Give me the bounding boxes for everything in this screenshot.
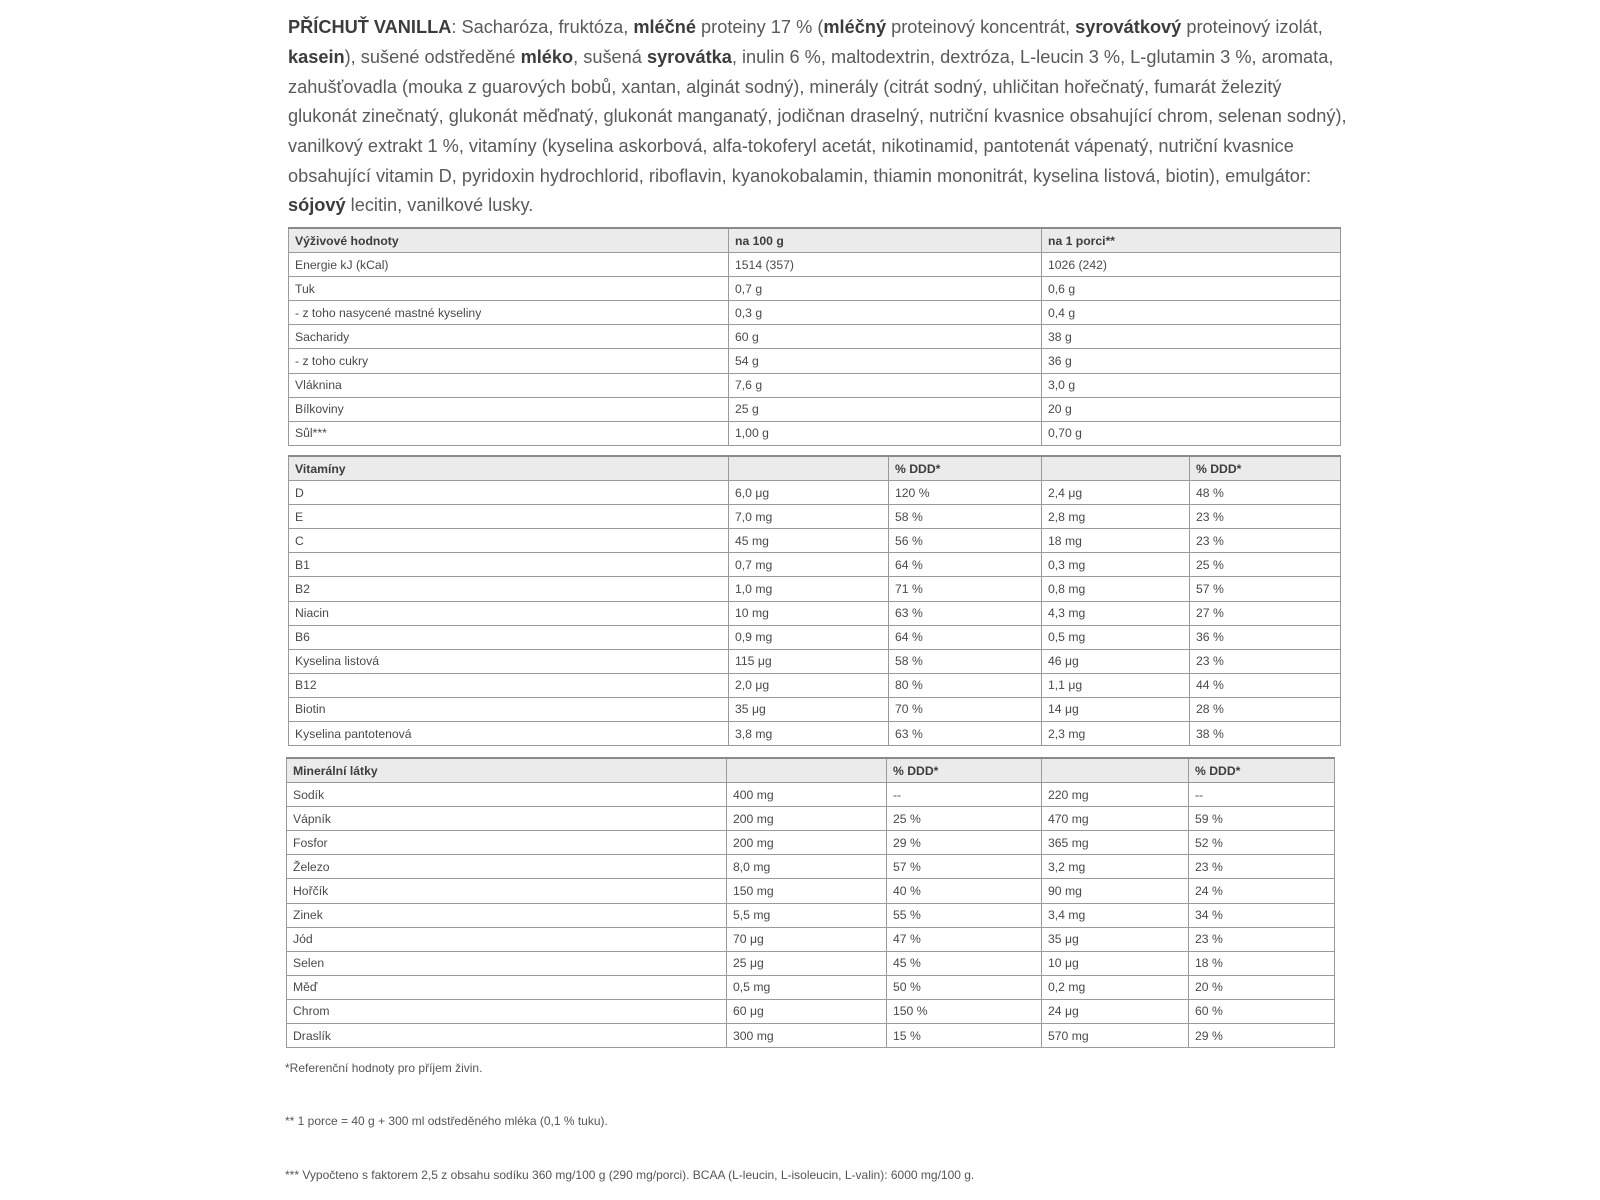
vitamins-cell: 64 % [889,625,1042,649]
nutrition-cell: 54 g [729,349,1042,373]
vitamins-cell: 23 % [1190,529,1341,553]
minerals-cell: Zinek [287,903,727,927]
vitamins-cell: 58 % [889,649,1042,673]
vitamins-cell: 2,3 mg [1042,722,1190,746]
nutrition-cell: Sůl*** [289,421,729,445]
vitamins-cell: 44 % [1190,673,1341,697]
minerals-cell: 55 % [887,903,1042,927]
vitamins-header-cell [1042,456,1190,481]
vitamins-table [288,455,1341,746]
vitamins-cell: 25 % [1190,553,1341,577]
vitamins-row [289,553,1341,577]
ingredient-text: , sušená [573,46,647,67]
nutrition-cell: 1026 (242) [1042,253,1341,277]
nutrition-row [289,301,1341,325]
minerals-row [287,975,1335,999]
vitamins-row [289,577,1341,601]
minerals-cell: -- [887,783,1042,807]
minerals-row [287,855,1335,879]
minerals-cell: 70 μg [727,927,887,951]
minerals-row [287,927,1335,951]
minerals-cell: 59 % [1189,807,1335,831]
minerals-row [287,999,1335,1023]
minerals-cell: 20 % [1189,975,1335,999]
minerals-row [287,951,1335,975]
ingredient-bold-text: mléko [520,46,574,67]
footnote-reference: *Referenční hodnoty pro příjem živin. [285,1061,483,1075]
vitamins-cell: D [289,481,729,505]
vitamins-header-row [289,456,1341,481]
nutrition-cell: 60 g [729,325,1042,349]
minerals-cell: Draslík [287,1024,727,1048]
minerals-row [287,879,1335,903]
minerals-cell: 24 μg [1042,999,1189,1023]
footnote-salt: *** Vypočteno s faktorem 2,5 z obsahu sodíku 360 mg/100 g (290 mg/porci). BCAA (L-leucin, L-isoleucin, L-valin): 6000 mg/100 g. [285,1168,975,1182]
minerals-cell: 0,2 mg [1042,975,1189,999]
minerals-cell: 150 % [887,999,1042,1023]
vitamins-cell: 18 mg [1042,529,1190,553]
ingredient-text: lecitin, vanilkové lusky. [345,195,534,216]
minerals-cell: 200 mg [727,807,887,831]
nutrition-cell: 0,7 g [729,277,1042,301]
minerals-cell: -- [1189,783,1335,807]
vitamins-cell: Kyselina listová [289,649,729,673]
minerals-table [286,757,1335,1048]
minerals-cell: 29 % [1189,1024,1335,1048]
ingredients-paragraph [288,13,1348,221]
nutrition-cell: 0,70 g [1042,421,1341,445]
nutrition-cell: 38 g [1042,325,1341,349]
vitamins-cell: 0,9 mg [729,625,889,649]
minerals-cell: Měď [287,975,727,999]
vitamins-row [289,481,1341,505]
vitamins-cell: Biotin [289,697,729,721]
nutrition-cell: 0,6 g [1042,277,1341,301]
vitamins-cell: C [289,529,729,553]
vitamins-cell: 28 % [1190,697,1341,721]
minerals-cell: 3,2 mg [1042,855,1189,879]
minerals-cell: 29 % [887,831,1042,855]
vitamins-row [289,649,1341,673]
vitamins-cell: 23 % [1190,505,1341,529]
vitamins-cell: 0,5 mg [1042,625,1190,649]
minerals-cell: Fosfor [287,831,727,855]
vitamins-header-cell: Vitamíny [289,456,729,481]
minerals-cell: 52 % [1189,831,1335,855]
nutrition-table [288,227,1341,446]
nutrition-header-row [289,228,1341,253]
vitamins-cell: 120 % [889,481,1042,505]
ingredient-bold-text: sójový [288,195,346,216]
minerals-cell: 23 % [1189,855,1335,879]
minerals-header-cell [727,758,887,783]
minerals-cell: 50 % [887,975,1042,999]
minerals-cell: 5,5 mg [727,903,887,927]
nutrition-cell: 0,4 g [1042,301,1341,325]
ingredient-bold-text: syrovátkový [1075,17,1182,38]
minerals-cell: 400 mg [727,783,887,807]
vitamins-header-cell: % DDD* [889,456,1042,481]
minerals-cell: 40 % [887,879,1042,903]
nutrition-cell: 7,6 g [729,373,1042,397]
minerals-cell: 8,0 mg [727,855,887,879]
minerals-cell: 200 mg [727,831,887,855]
nutrition-cell: 20 g [1042,397,1341,421]
vitamins-cell: 14 μg [1042,697,1190,721]
minerals-header-cell: % DDD* [887,758,1042,783]
vitamins-cell: 27 % [1190,601,1341,625]
vitamins-cell: B2 [289,577,729,601]
minerals-cell: Sodík [287,783,727,807]
vitamins-cell: 1,1 μg [1042,673,1190,697]
nutrition-row [289,373,1341,397]
vitamins-cell: B6 [289,625,729,649]
vitamins-cell: 63 % [889,722,1042,746]
minerals-cell: 24 % [1189,879,1335,903]
vitamins-cell: 7,0 mg [729,505,889,529]
vitamins-cell: Kyselina pantotenová [289,722,729,746]
ingredient-bold-text: syrovátka [646,46,732,67]
minerals-cell: 470 mg [1042,807,1189,831]
nutrition-row [289,253,1341,277]
minerals-cell: 150 mg [727,879,887,903]
minerals-row [287,807,1335,831]
vitamins-cell: 56 % [889,529,1042,553]
vitamins-cell: 57 % [1190,577,1341,601]
nutrition-cell: 1,00 g [729,421,1042,445]
minerals-cell: 60 % [1189,999,1335,1023]
vitamins-cell: 0,7 mg [729,553,889,577]
minerals-cell: 300 mg [727,1024,887,1048]
footnote-portion: ** 1 porce = 40 g + 300 ml odstředěného mléka (0,1 % tuku). [285,1114,608,1128]
minerals-cell: 15 % [887,1024,1042,1048]
ingredient-bold-text: mléčné [633,17,696,38]
nutrition-header-cell: na 100 g [729,228,1042,253]
minerals-row [287,831,1335,855]
vitamins-cell: 36 % [1190,625,1341,649]
vitamins-header-cell: % DDD* [1190,456,1341,481]
minerals-cell: 60 μg [727,999,887,1023]
nutrition-header-cell: na 1 porci** [1042,228,1341,253]
minerals-cell: 10 μg [1042,951,1189,975]
nutrition-row [289,349,1341,373]
ingredient-text: proteiny 17 % ( [696,17,824,38]
minerals-cell: 3,4 mg [1042,903,1189,927]
minerals-cell: Jód [287,927,727,951]
nutrition-header-cell: Výživové hodnoty [289,228,729,253]
vitamins-cell: 0,8 mg [1042,577,1190,601]
minerals-cell: 365 mg [1042,831,1189,855]
vitamins-row [289,529,1341,553]
ingredient-text: : Sacharóza, fruktóza, [451,17,634,38]
nutrition-cell: Energie kJ (kCal) [289,253,729,277]
vitamins-cell: 63 % [889,601,1042,625]
nutrition-row [289,397,1341,421]
vitamins-row [289,601,1341,625]
vitamins-cell: 38 % [1190,722,1341,746]
minerals-cell: 25 μg [727,951,887,975]
vitamins-row [289,697,1341,721]
vitamins-cell: B1 [289,553,729,577]
vitamins-cell: 48 % [1190,481,1341,505]
vitamins-cell: 2,0 μg [729,673,889,697]
minerals-header-cell [1042,758,1189,783]
minerals-cell: Vápník [287,807,727,831]
minerals-row [287,783,1335,807]
vitamins-cell: Niacin [289,601,729,625]
vitamins-header-cell [729,456,889,481]
minerals-cell: 220 mg [1042,783,1189,807]
ingredient-bold-text: kasein [288,46,345,67]
vitamins-cell: 70 % [889,697,1042,721]
minerals-cell: 34 % [1189,903,1335,927]
minerals-cell: 18 % [1189,951,1335,975]
minerals-cell: Selen [287,951,727,975]
ingredient-bold-text: mléčný [823,17,887,38]
nutrition-cell: Bílkoviny [289,397,729,421]
minerals-cell: 47 % [887,927,1042,951]
ingredient-text: , inulin 6 %, maltodextrin, dextróza, L-leucin 3 %, L-glutamin 3 %, aromata, zahušťovadla (mouka z guarových bobů, xantan, alginát sodný), minerály (citrát sodný, uhličitan hořečnatý, fumarát železitý glukonát zinečnatý, glukonát měďnatý, glukonát manganatý, jodičnan draselný, nutriční kvasnice obsahující chrom, selenan sodný), vanilkový extrakt 1 %, vitamíny (kyselina askorbová, alfa-tokoferyl acetát, nikotinamid, pantotenát vápenatý, nutriční kvasnice obsahující vitamin D, pyridoxin hydrochlorid, riboflavin, kyanokobalamin, thiamin mononitrát, kyselina listová, biotin), emulgátor: [288,46,1347,186]
minerals-cell: 35 μg [1042,927,1189,951]
vitamins-cell: 3,8 mg [729,722,889,746]
minerals-row [287,1024,1335,1048]
vitamins-cell: 58 % [889,505,1042,529]
vitamins-row [289,673,1341,697]
vitamins-cell: 2,8 mg [1042,505,1190,529]
vitamins-cell: 10 mg [729,601,889,625]
minerals-cell: Hořčík [287,879,727,903]
minerals-header-cell: Minerální látky [287,758,727,783]
nutrition-cell: - z toho cukry [289,349,729,373]
ingredient-text: ), sušené odstředěné [344,46,521,67]
vitamins-cell: 64 % [889,553,1042,577]
vitamins-cell: E [289,505,729,529]
vitamins-cell: 46 μg [1042,649,1190,673]
vitamins-cell: 4,3 mg [1042,601,1190,625]
vitamins-cell: 23 % [1190,649,1341,673]
nutrition-cell: 0,3 g [729,301,1042,325]
vitamins-cell: 6,0 μg [729,481,889,505]
minerals-cell: 90 mg [1042,879,1189,903]
nutrition-row [289,277,1341,301]
minerals-cell: Železo [287,855,727,879]
vitamins-cell: 45 mg [729,529,889,553]
nutrition-cell: Vláknina [289,373,729,397]
vitamins-row [289,625,1341,649]
vitamins-cell: 71 % [889,577,1042,601]
vitamins-cell: 2,4 μg [1042,481,1190,505]
minerals-cell: 0,5 mg [727,975,887,999]
nutrition-cell: 25 g [729,397,1042,421]
vitamins-cell: 1,0 mg [729,577,889,601]
vitamins-cell: B12 [289,673,729,697]
nutrition-cell: 36 g [1042,349,1341,373]
nutrition-row [289,421,1341,445]
vitamins-row [289,722,1341,746]
vitamins-cell: 80 % [889,673,1042,697]
minerals-cell: 45 % [887,951,1042,975]
minerals-cell: Chrom [287,999,727,1023]
nutrition-row [289,325,1341,349]
nutrition-cell: Tuk [289,277,729,301]
vitamins-cell: 35 μg [729,697,889,721]
nutrition-cell: 1514 (357) [729,253,1042,277]
nutrition-cell: Sacharidy [289,325,729,349]
ingredient-text: proteinový koncentrát, [886,17,1076,38]
minerals-header-row [287,758,1335,783]
ingredient-text: proteinový izolát, [1181,17,1323,38]
vitamins-cell: 0,3 mg [1042,553,1190,577]
minerals-header-cell: % DDD* [1189,758,1335,783]
minerals-row [287,903,1335,927]
vitamins-row [289,505,1341,529]
minerals-cell: 25 % [887,807,1042,831]
nutrition-cell: - z toho nasycené mastné kyseliny [289,301,729,325]
minerals-cell: 57 % [887,855,1042,879]
ingredient-bold-text: PŘÍCHUŤ VANILLA [288,17,452,38]
minerals-cell: 570 mg [1042,1024,1189,1048]
minerals-cell: 23 % [1189,927,1335,951]
nutrition-cell: 3,0 g [1042,373,1341,397]
vitamins-cell: 115 μg [729,649,889,673]
